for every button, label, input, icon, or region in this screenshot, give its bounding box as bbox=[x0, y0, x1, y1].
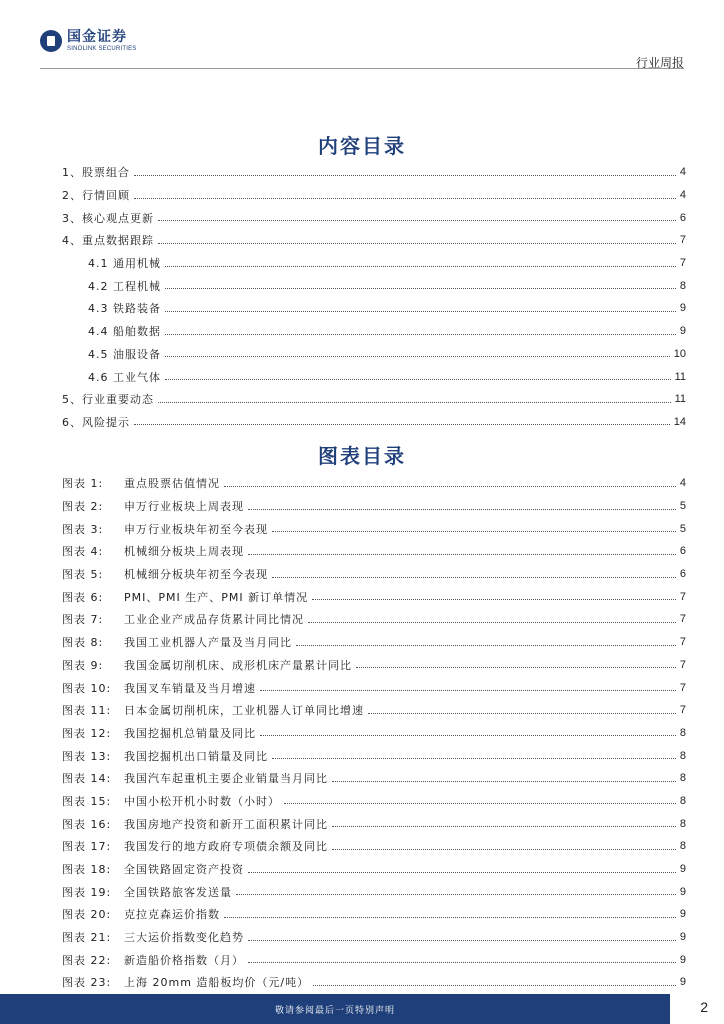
figure-entry[interactable] bbox=[62, 948, 686, 971]
dot-leader bbox=[356, 659, 676, 668]
figure-entry[interactable] bbox=[62, 767, 686, 790]
page-ref: 8 bbox=[679, 749, 686, 762]
figure-entry[interactable] bbox=[62, 540, 686, 563]
page-ref: 7 bbox=[679, 590, 686, 603]
figure-caption: 我国房地产投资和新开工面积累计同比 bbox=[124, 817, 328, 831]
dot-leader bbox=[236, 886, 676, 895]
logo-icon bbox=[40, 30, 62, 52]
figure-entry-label bbox=[62, 498, 244, 514]
toc-entry-label: 4、重点数据跟踪 bbox=[62, 234, 154, 248]
toc-entry-label: 4.6 工业气体 bbox=[88, 370, 161, 384]
document-type: 行业周报 bbox=[635, 56, 684, 70]
figure-number: 图表 8: bbox=[62, 636, 104, 650]
dot-leader bbox=[313, 977, 676, 986]
dot-leader bbox=[272, 569, 676, 578]
figure-entry-label bbox=[62, 793, 280, 809]
figure-caption: 我国金属切削机床、成形机床产量累计同比 bbox=[124, 658, 352, 672]
header-divider bbox=[40, 68, 684, 69]
dot-leader bbox=[284, 795, 676, 804]
figure-entry[interactable] bbox=[62, 585, 686, 608]
dot-leader bbox=[332, 841, 676, 850]
dot-leader bbox=[308, 614, 676, 623]
dot-leader bbox=[332, 773, 676, 782]
figure-number: 图表 10: bbox=[62, 681, 112, 695]
company-logo bbox=[40, 30, 136, 52]
page-ref: 4 bbox=[679, 189, 686, 202]
toc-title: 内容目录 bbox=[318, 134, 406, 158]
page-ref: 8 bbox=[679, 840, 686, 853]
figure-caption: 克拉克森运价指数 bbox=[124, 908, 220, 922]
figure-entry-label bbox=[62, 906, 220, 922]
dot-leader bbox=[272, 523, 676, 532]
toc-entry[interactable] bbox=[62, 343, 686, 366]
dot-leader bbox=[158, 235, 676, 244]
figure-number: 图表 3: bbox=[62, 522, 104, 536]
dot-leader bbox=[165, 303, 676, 312]
dot-leader bbox=[260, 682, 676, 691]
figure-entry-label bbox=[62, 748, 268, 764]
dot-leader bbox=[224, 478, 676, 487]
page-ref: 8 bbox=[679, 772, 686, 785]
figure-caption: PMI、PMI 生产、PMI 新订单情况 bbox=[124, 590, 309, 604]
dot-leader bbox=[158, 212, 676, 221]
figure-caption: 机械细分板块年初至今表现 bbox=[124, 568, 268, 582]
figure-caption: 申万行业板块年初至今表现 bbox=[124, 522, 268, 536]
page-ref: 8 bbox=[679, 794, 686, 807]
page-ref: 10 bbox=[673, 347, 686, 360]
figure-entry-label bbox=[62, 611, 304, 627]
figure-entry-label bbox=[62, 974, 309, 990]
figure-number: 图表 1: bbox=[62, 477, 104, 491]
figure-caption: 我国叉车销量及当月增速 bbox=[124, 681, 256, 695]
figure-entry-label bbox=[62, 634, 292, 650]
dot-leader bbox=[134, 190, 676, 199]
figure-entry[interactable] bbox=[62, 563, 686, 586]
figure-caption: 新造船价格指数（月） bbox=[124, 953, 244, 967]
page-ref: 6 bbox=[679, 211, 686, 224]
toc-entry[interactable] bbox=[62, 297, 686, 320]
figure-caption: 工业企业产成品存货累计同比情况 bbox=[124, 613, 304, 627]
toc-entry-label: 4.2 工程机械 bbox=[88, 279, 161, 293]
page-ref: 11 bbox=[674, 370, 686, 383]
figure-entry-label bbox=[62, 680, 256, 696]
figure-number: 图表 21: bbox=[62, 931, 112, 945]
figure-number: 图表 11: bbox=[62, 704, 112, 718]
figure-entry[interactable] bbox=[62, 880, 686, 903]
page-ref: 11 bbox=[674, 393, 686, 406]
page-ref: 5 bbox=[679, 500, 686, 513]
figure-entry[interactable] bbox=[62, 812, 686, 835]
figure-number: 图表 17: bbox=[62, 840, 112, 854]
figure-entry-label bbox=[62, 838, 328, 854]
figure-entry[interactable] bbox=[62, 835, 686, 858]
page-ref: 7 bbox=[679, 257, 686, 270]
page-ref: 6 bbox=[679, 568, 686, 581]
figure-entry-label bbox=[62, 657, 352, 673]
figure-entry-label bbox=[62, 702, 364, 718]
figure-number: 图表 13: bbox=[62, 749, 112, 763]
figure-entry-label bbox=[62, 543, 244, 559]
figure-number: 图表 5: bbox=[62, 568, 104, 582]
toc-entry-label: 5、行业重要动态 bbox=[62, 393, 154, 407]
page-ref: 9 bbox=[679, 302, 686, 315]
figure-index bbox=[62, 472, 686, 994]
dot-leader bbox=[296, 637, 676, 646]
figure-caption: 我国发行的地方政府专项债余额及同比 bbox=[124, 840, 328, 854]
figure-caption: 我国汽车起重机主要企业销量当月同比 bbox=[124, 772, 328, 786]
page-ref: 8 bbox=[679, 817, 686, 830]
figure-entry-label bbox=[62, 884, 232, 900]
figure-caption: 全国铁路旅客发送量 bbox=[124, 885, 232, 899]
dot-leader bbox=[158, 394, 671, 403]
figure-entry-label bbox=[62, 589, 308, 605]
figure-entry[interactable] bbox=[62, 608, 686, 631]
toc-entry[interactable] bbox=[62, 161, 686, 184]
page-header bbox=[0, 0, 724, 68]
toc-entry-label: 2、行情回顾 bbox=[62, 189, 130, 203]
dot-leader bbox=[165, 258, 676, 267]
figure-entry[interactable] bbox=[62, 926, 686, 949]
figure-number: 图表 23: bbox=[62, 976, 112, 990]
page-ref: 9 bbox=[679, 908, 686, 921]
dot-leader bbox=[368, 705, 676, 714]
dot-leader bbox=[165, 326, 676, 335]
figure-entry[interactable] bbox=[62, 676, 686, 699]
page-ref: 4 bbox=[679, 477, 686, 490]
figure-entry-label bbox=[62, 861, 244, 877]
figure-entry-label bbox=[62, 475, 220, 491]
dot-leader bbox=[165, 371, 671, 380]
toc-entry-label: 3、核心观点更新 bbox=[62, 211, 154, 225]
toc-entry[interactable] bbox=[62, 229, 686, 252]
figure-number: 图表 9: bbox=[62, 658, 104, 672]
page-ref: 9 bbox=[679, 885, 686, 898]
page-ref: 8 bbox=[679, 726, 686, 739]
page-ref: 8 bbox=[679, 279, 686, 292]
page-ref: 9 bbox=[679, 863, 686, 876]
dot-leader bbox=[134, 416, 670, 425]
page-ref: 9 bbox=[679, 976, 686, 989]
figure-number: 图表 2: bbox=[62, 500, 104, 514]
toc-entry[interactable] bbox=[62, 411, 686, 434]
dot-leader bbox=[332, 818, 676, 827]
figure-caption: 我国挖掘机出口销量及同比 bbox=[124, 749, 268, 763]
figure-caption: 我国挖掘机总销量及同比 bbox=[124, 726, 256, 740]
figure-caption: 机械细分板块上周表现 bbox=[124, 545, 244, 559]
dot-leader bbox=[134, 167, 676, 176]
figure-caption: 三大运价指数变化趋势 bbox=[124, 931, 244, 945]
toc-entry[interactable] bbox=[62, 206, 686, 229]
figure-index-title: 图表目录 bbox=[318, 444, 406, 468]
toc-entry[interactable] bbox=[62, 184, 686, 207]
page-ref: 14 bbox=[673, 415, 686, 428]
figure-number: 图表 18: bbox=[62, 863, 112, 877]
page-ref: 9 bbox=[679, 931, 686, 944]
figure-entry[interactable] bbox=[62, 654, 686, 677]
dot-leader bbox=[248, 954, 676, 963]
figure-entry-label bbox=[62, 566, 268, 582]
toc-entry-label: 1、股票组合 bbox=[62, 166, 130, 180]
page-footer bbox=[0, 994, 724, 1024]
dot-leader bbox=[248, 932, 676, 941]
logo-chinese-name: 国金证券 bbox=[67, 29, 127, 45]
page-ref: 7 bbox=[679, 234, 686, 247]
figure-number: 图表 15: bbox=[62, 794, 112, 808]
dot-leader bbox=[248, 501, 676, 510]
dot-leader bbox=[260, 727, 676, 736]
figure-number: 图表 14: bbox=[62, 772, 112, 786]
table-of-contents bbox=[62, 161, 686, 433]
dot-leader bbox=[312, 591, 676, 600]
figure-number: 图表 12: bbox=[62, 726, 112, 740]
page-ref: 7 bbox=[679, 704, 686, 717]
figure-entry-label bbox=[62, 770, 328, 786]
figure-number: 图表 19: bbox=[62, 885, 112, 899]
toc-entry-label: 4.1 通用机械 bbox=[88, 257, 161, 271]
toc-entry[interactable] bbox=[62, 274, 686, 297]
figure-number: 图表 7: bbox=[62, 613, 104, 627]
figure-entry[interactable] bbox=[62, 903, 686, 926]
page-ref: 7 bbox=[679, 636, 686, 649]
figure-number: 图表 16: bbox=[62, 817, 112, 831]
page-ref: 4 bbox=[679, 166, 686, 179]
figure-entry-label bbox=[62, 952, 244, 968]
figure-entry[interactable] bbox=[62, 722, 686, 745]
logo-english-name: SINOLINK SECURITIES bbox=[67, 46, 137, 52]
toc-entry[interactable] bbox=[62, 365, 686, 388]
figure-entry[interactable] bbox=[62, 472, 686, 495]
figure-entry-label bbox=[62, 929, 244, 945]
figure-caption: 申万行业板块上周表现 bbox=[124, 500, 244, 514]
page-ref: 9 bbox=[679, 953, 686, 966]
dot-leader bbox=[248, 546, 676, 555]
figure-entry[interactable] bbox=[62, 495, 686, 518]
figure-caption: 全国铁路固定资产投资 bbox=[124, 863, 244, 877]
toc-entry[interactable] bbox=[62, 388, 686, 411]
figure-caption: 日本金属切削机床，工业机器人订单同比增速 bbox=[124, 704, 364, 718]
page-ref: 7 bbox=[679, 658, 686, 671]
dot-leader bbox=[272, 750, 676, 759]
figure-number: 图表 22: bbox=[62, 953, 112, 967]
figure-caption: 中国小松开机小时数（小时） bbox=[124, 794, 280, 808]
toc-entry-label: 4.4 船舶数据 bbox=[88, 325, 161, 339]
footer-disclaimer: 敬请参阅最后一页特别声明 bbox=[274, 1006, 395, 1016]
page-ref: 6 bbox=[679, 545, 686, 558]
dot-leader bbox=[165, 348, 670, 357]
figure-entry[interactable] bbox=[62, 517, 686, 540]
figure-entry[interactable] bbox=[62, 699, 686, 722]
page-ref: 7 bbox=[679, 613, 686, 626]
toc-entry[interactable] bbox=[62, 320, 686, 343]
toc-entry-label: 4.3 铁路装备 bbox=[88, 302, 161, 316]
figure-caption: 我国工业机器人产量及当月同比 bbox=[124, 636, 292, 650]
figure-number: 图表 4: bbox=[62, 545, 104, 559]
dot-leader bbox=[224, 909, 676, 918]
figure-entry-label bbox=[62, 725, 256, 741]
figure-caption: 上海 20mm 造船板均价（元/吨） bbox=[124, 976, 310, 990]
page-ref: 9 bbox=[679, 325, 686, 338]
dot-leader bbox=[248, 864, 676, 873]
figure-entry-label bbox=[62, 816, 328, 832]
toc-entry[interactable] bbox=[62, 252, 686, 275]
figure-caption: 重点股票估值情况 bbox=[124, 477, 220, 491]
figure-number: 图表 6: bbox=[62, 590, 104, 604]
figure-number: 图表 20: bbox=[62, 908, 112, 922]
toc-entry-label: 6、风险提示 bbox=[62, 415, 130, 429]
page-ref: 5 bbox=[679, 522, 686, 535]
figure-entry[interactable] bbox=[62, 971, 686, 994]
page-ref: 7 bbox=[679, 681, 686, 694]
figure-entry[interactable] bbox=[62, 790, 686, 813]
page-number: 2 bbox=[700, 999, 708, 1015]
figure-entry[interactable] bbox=[62, 631, 686, 654]
figure-entry-label bbox=[62, 521, 268, 537]
toc-entry-label: 4.5 油服设备 bbox=[88, 347, 161, 361]
dot-leader bbox=[165, 280, 676, 289]
figure-entry[interactable] bbox=[62, 858, 686, 881]
figure-entry[interactable] bbox=[62, 744, 686, 767]
